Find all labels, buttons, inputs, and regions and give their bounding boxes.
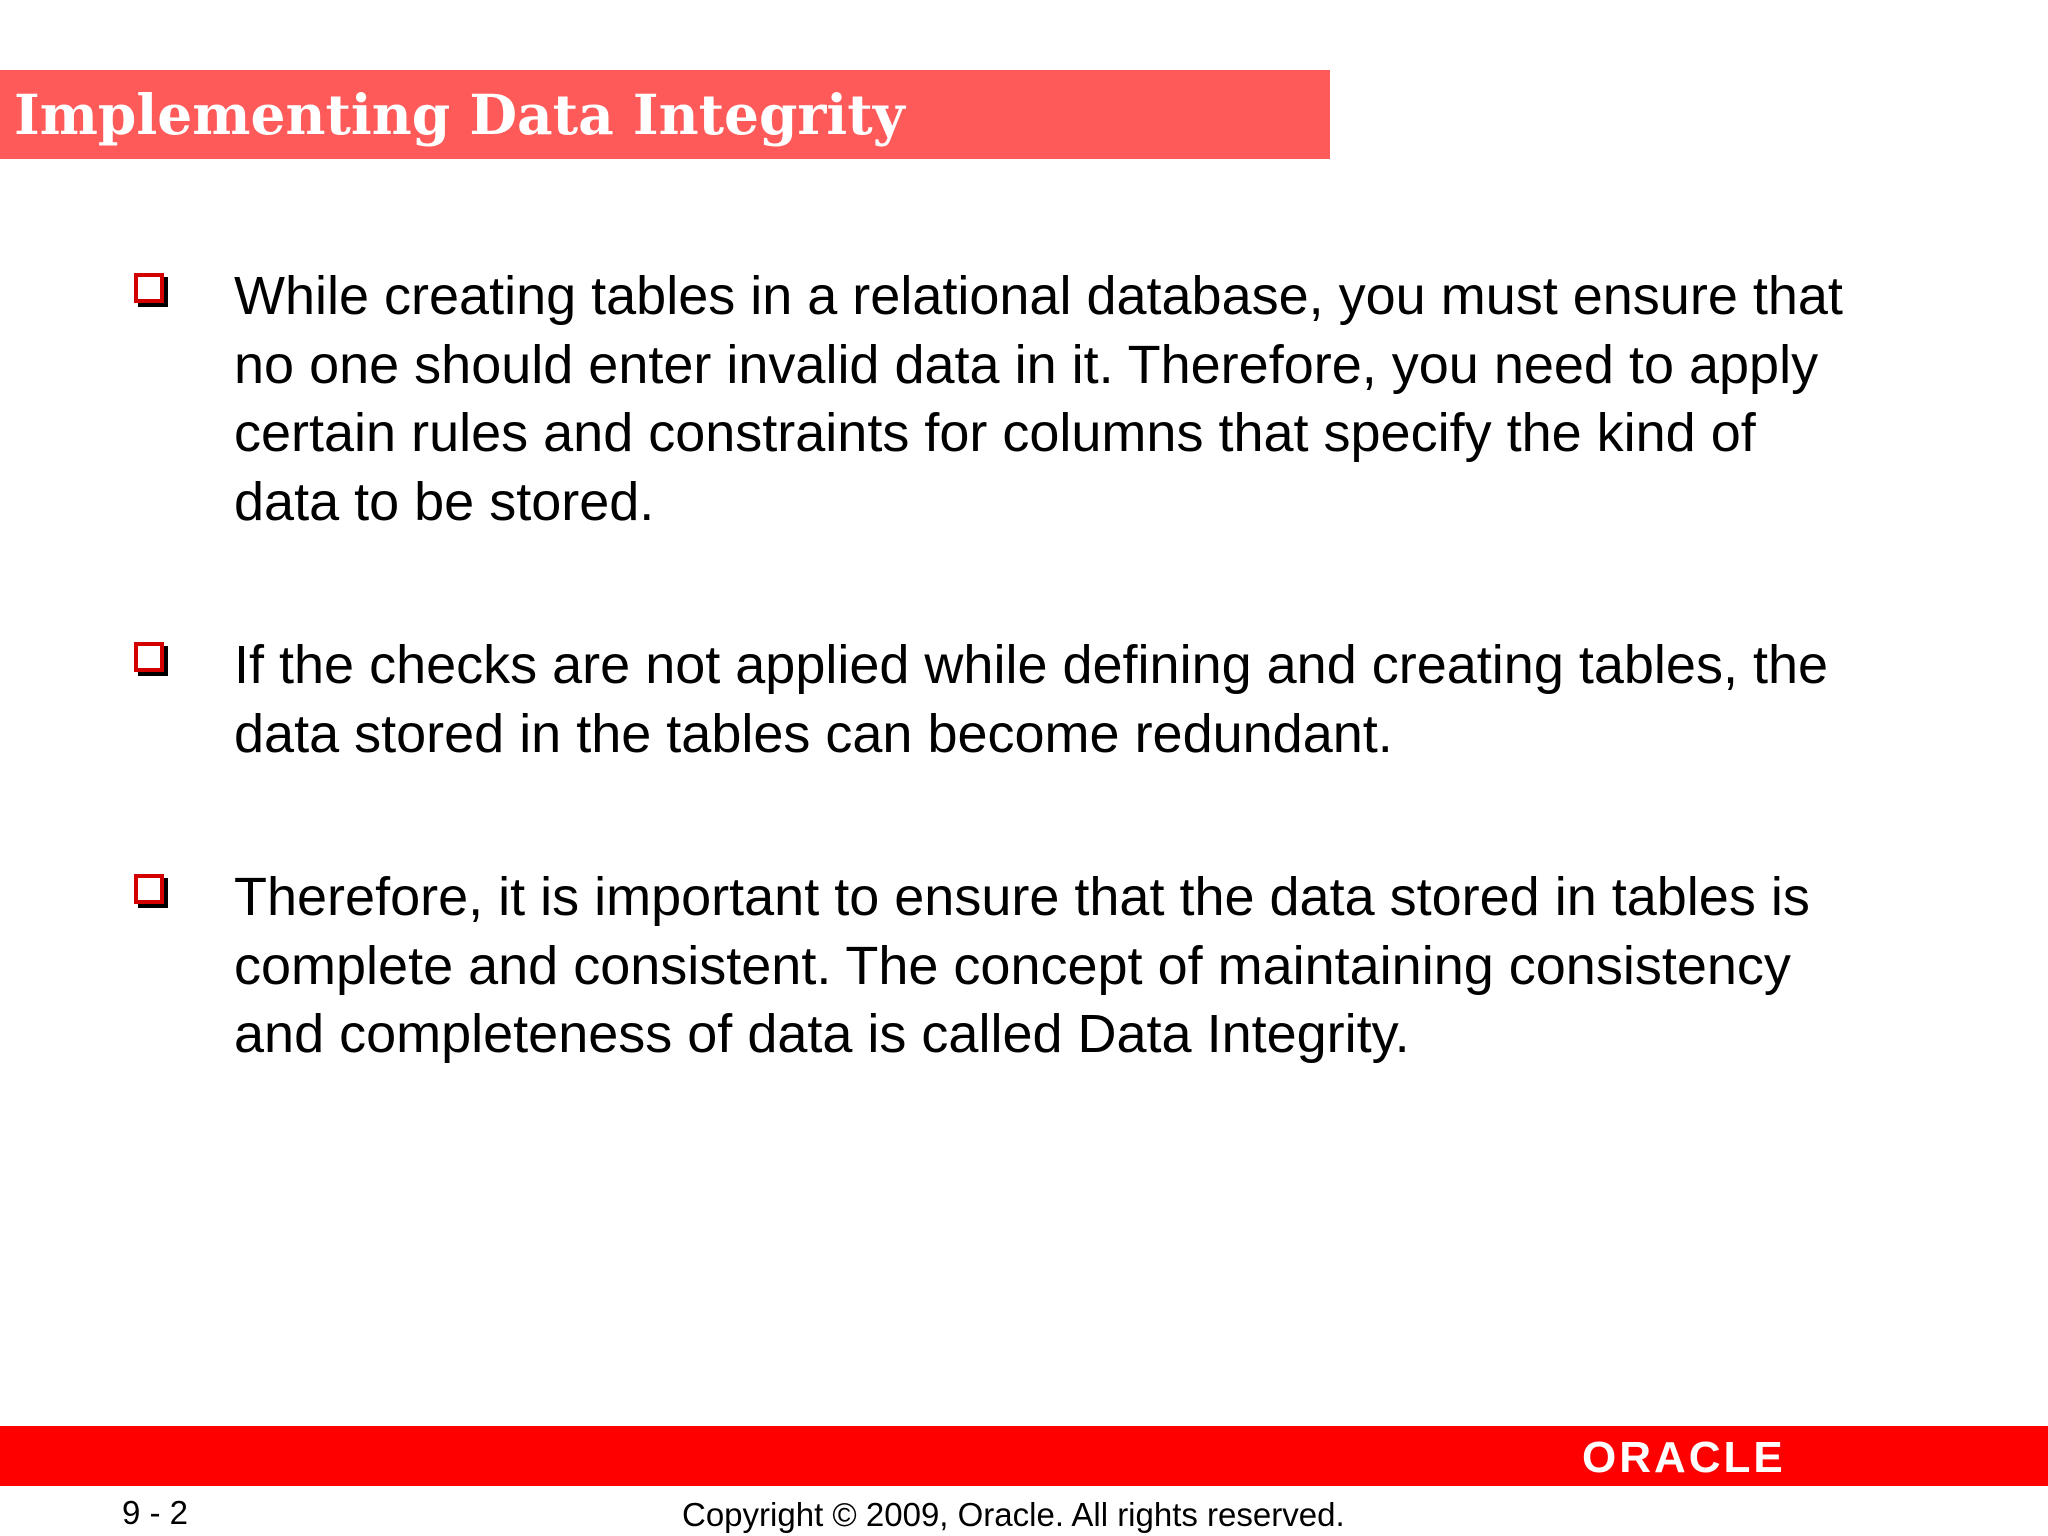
checkbox-square-icon: [134, 874, 164, 904]
title-bar: [0, 70, 1330, 159]
page-number: 9 - 2: [122, 1494, 189, 1531]
bullet-text: If the checks are not applied while defining and creating tables, the data stored in the tables can become redundant.: [234, 635, 1829, 764]
slide-title: Implementing Data Integrity: [14, 82, 905, 147]
footer-bar: [0, 1426, 2048, 1486]
checkbox-square-icon: [134, 642, 164, 672]
copyright-text: Copyright © 2009, Oracle. All rights reserved.: [682, 1496, 1345, 1533]
bullet-text: Therefore, it is important to ensure that the data stored in tables is complete and consistent. The concept of maintaining consistency and completeness of data is called Data Integrity.: [234, 867, 1810, 1064]
checkbox-square-icon: [134, 273, 164, 303]
oracle-logo: ORACLE: [1582, 1433, 1786, 1482]
bullet-text: While creating tables in a relational database, you must ensure that no one should enter invalid data in it. Therefore, you need to apply certain rules and constraints for columns that specify the kind of data to be stored.: [234, 266, 1843, 532]
